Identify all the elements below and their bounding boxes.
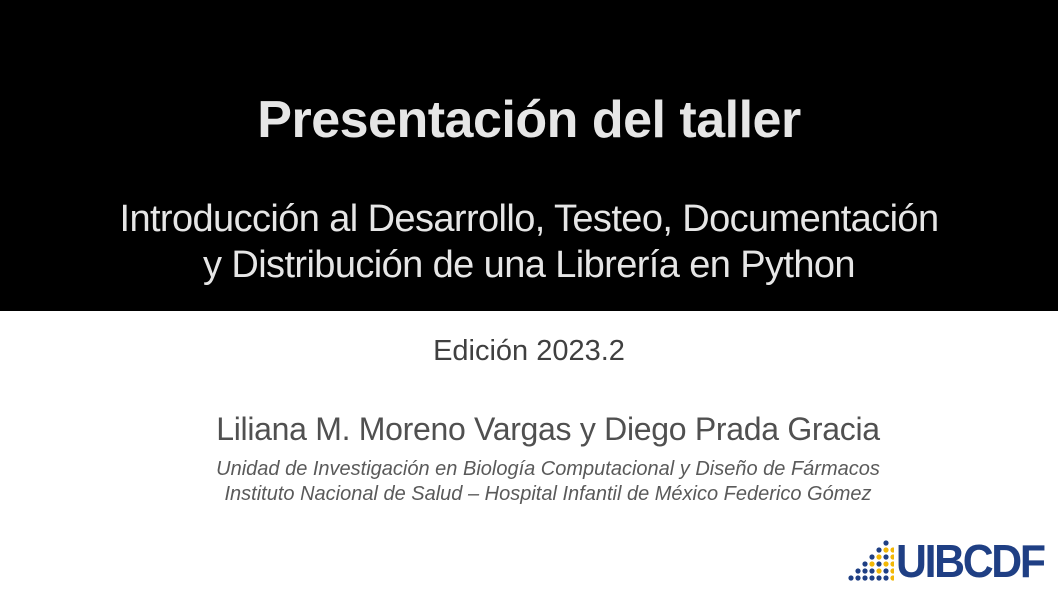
slide-subtitle — [0, 196, 1058, 288]
subtitle-line-1: Introducción al Desarrollo, Testeo, Documentación — [119, 198, 939, 240]
edition-label: Edición 2023.2 — [433, 335, 625, 367]
logo-dots-blue — [848, 540, 888, 580]
affiliation-line-1: Unidad de Investigación en Biología Computacional y Diseño de Fármacos — [216, 458, 880, 480]
slide-title: Presentación del taller — [257, 91, 801, 149]
subtitle-line-2: y Distribución de una Librería en Python — [203, 244, 855, 286]
logo-dots-yellow — [869, 547, 894, 580]
uibcdf-logo — [848, 537, 1055, 585]
affiliation-line-2: Instituto Nacional de Salud – Hospital Infantil de México Federico Gómez — [224, 483, 872, 505]
affiliation — [0, 457, 1058, 507]
dot-grid-icon — [848, 539, 894, 583]
logo-wordmark: UIBCDF — [896, 535, 1044, 587]
authors: Liliana M. Moreno Vargas y Diego Prada Gracia — [216, 411, 880, 447]
